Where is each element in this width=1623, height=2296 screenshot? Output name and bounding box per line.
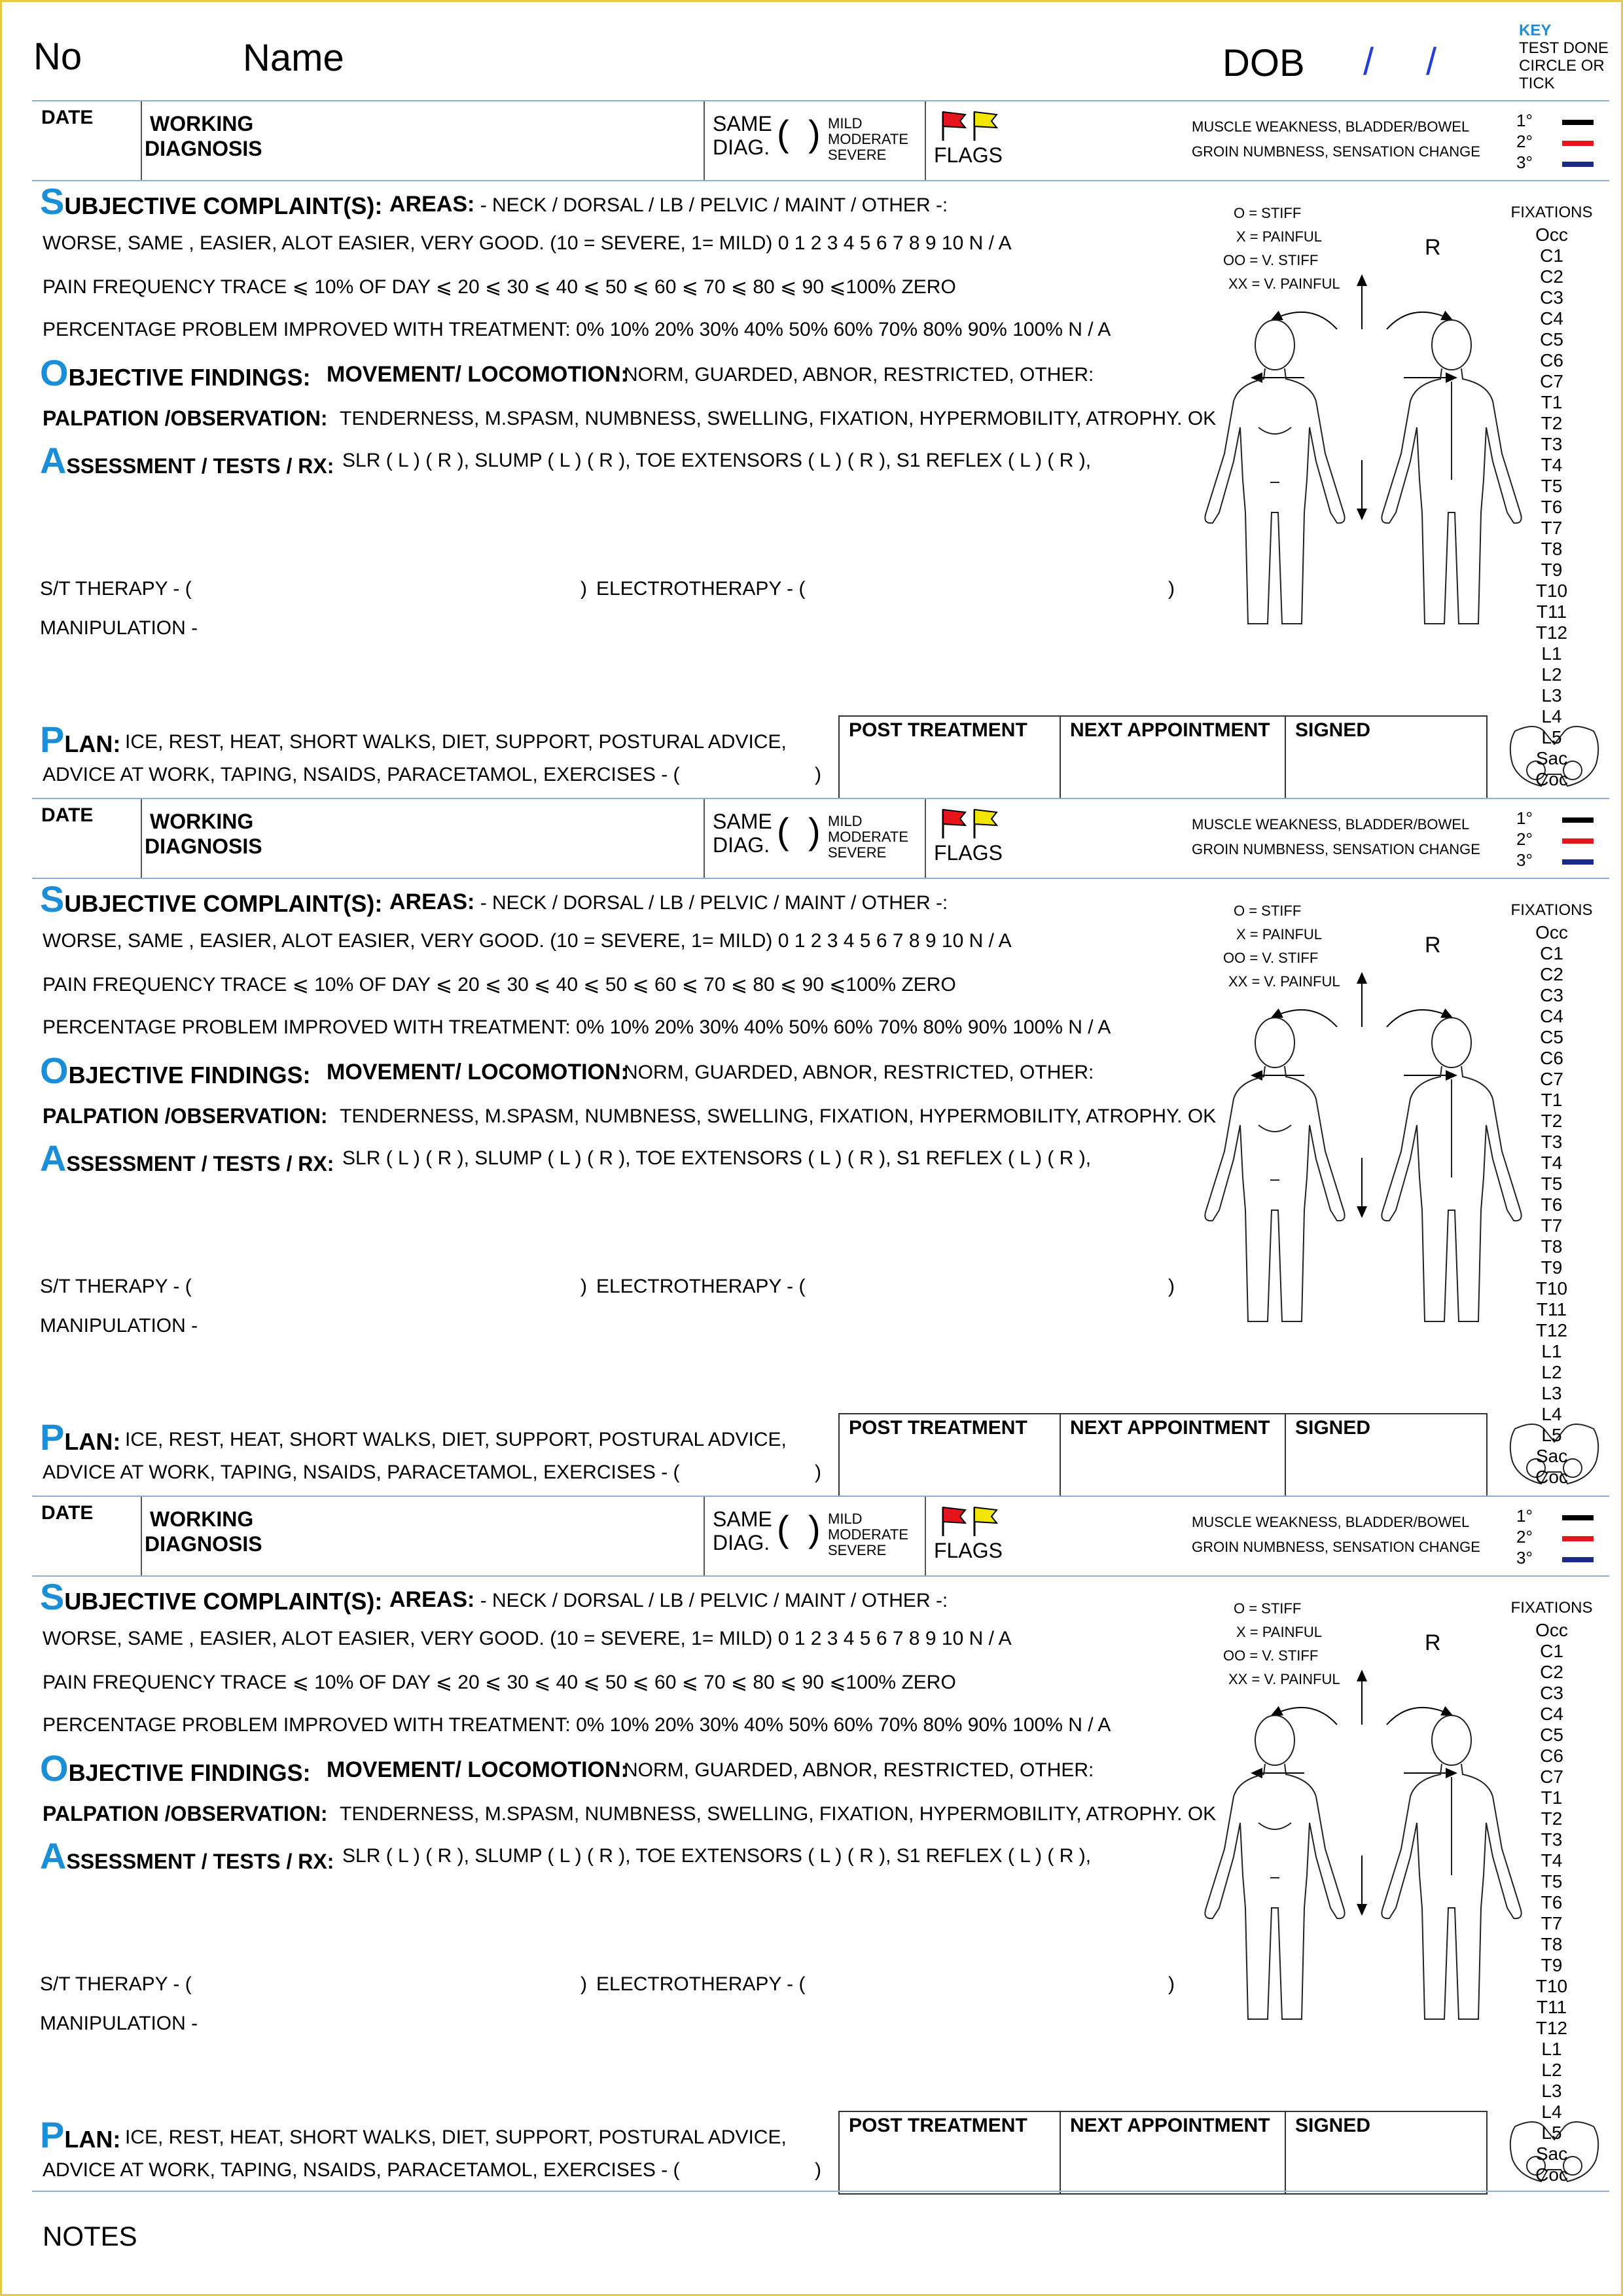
plan-options-line-1[interactable]: ICE, REST, HEAT, SHORT WALKS, DIET, SUPPORT, POSTURAL ADVICE, [125, 2126, 787, 2148]
objective-title: BJECTIVE FINDINGS: [68, 364, 311, 391]
areas-options[interactable]: - NECK / DORSAL / LB / PELVIC / MAINT / OTHER -: [480, 892, 948, 914]
assessment-heading [40, 1835, 334, 1877]
legend-v-painful: XX = V. PAINFUL [1228, 276, 1340, 292]
st-therapy-close: ) [580, 1276, 587, 1297]
key-line-1: TEST DONE [1519, 39, 1609, 57]
post-treatment-grid [838, 715, 1488, 799]
fixation-level[interactable]: T2 [1541, 1808, 1563, 1829]
degree-2-label: 2° [1516, 1527, 1533, 1547]
plan-exercises-close: ) [815, 1462, 821, 1483]
degree-2-label: 2° [1516, 132, 1533, 151]
manipulation-label[interactable]: MANIPULATION - [40, 2013, 198, 2034]
fixation-level[interactable]: Occ [1535, 922, 1568, 942]
legend-v-stiff: OO = V. STIFF [1223, 1647, 1319, 1664]
fixation-level[interactable]: T7 [1541, 1215, 1563, 1236]
flags-icon [939, 807, 1005, 840]
key-box [1519, 22, 1609, 92]
degree-1-label: 1° [1516, 808, 1533, 828]
a-letter: A [40, 1835, 67, 1876]
degree-3-label: 3° [1516, 152, 1533, 172]
o-letter: O [40, 352, 69, 393]
fixation-level[interactable]: L4 [1541, 2102, 1562, 2122]
fixation-level[interactable]: L3 [1541, 1383, 1562, 1403]
severity-options[interactable] [828, 814, 908, 861]
fixations-label: FIXATIONS [1510, 1599, 1593, 1617]
moderate-option[interactable]: MODERATE [828, 1526, 909, 1543]
movement-options[interactable]: NORM, GUARDED, ABNOR, RESTRICTED, OTHER: [624, 364, 1094, 386]
fixation-level[interactable]: L5 [1541, 2123, 1562, 2143]
p-letter: P [40, 2114, 65, 2155]
red-flags-line-1: MUSCLE WEAKNESS, BLADDER/BOWEL [1192, 1514, 1470, 1530]
degree-2-label: 2° [1516, 829, 1533, 849]
same-diag-close-paren: ) [808, 1508, 821, 1549]
name-label: Name [243, 37, 344, 79]
st-therapy-label[interactable]: S/T THERAPY - ( [40, 1276, 192, 1297]
assessment-tests[interactable]: SLR ( L ) ( R ), SLUMP ( L ) ( R ), TOE EXTENSORS ( L ) ( R ), S1 REFLEX ( L ) ( R ), [342, 450, 1092, 471]
post-treatment-grid [838, 2111, 1488, 2195]
severe-option[interactable]: SEVERE [828, 147, 887, 163]
severe-option[interactable]: SEVERE [828, 1542, 887, 1558]
moderate-option[interactable]: MODERATE [828, 829, 909, 845]
p-letter: P [40, 719, 65, 760]
diagnosis-label: DIAGNOSIS [145, 834, 262, 858]
degree-1-swatch [1562, 120, 1594, 125]
fixation-level[interactable]: Sac [1535, 1446, 1568, 1466]
moderate-option[interactable]: MODERATE [828, 131, 909, 147]
right-side-label: R [1425, 933, 1441, 958]
right-side-label: R [1425, 1630, 1441, 1655]
legend-painful: X = PAINFUL [1236, 1624, 1323, 1640]
fixation-level[interactable]: Coc [1535, 1467, 1568, 1487]
plan-options-line-2[interactable]: ADVICE AT WORK, TAPING, NSAIDS, PARACETAMOL, EXERCISES - ( [43, 2159, 680, 2181]
red-flags-line-1: MUSCLE WEAKNESS, BLADDER/BOWEL [1192, 816, 1470, 833]
a-letter: A [40, 1138, 67, 1179]
legend-stiff: O = STIFF [1234, 903, 1302, 919]
subjective-title: UBJECTIVE COMPLAINT(S): [64, 890, 383, 917]
fixation-level[interactable]: C2 [1540, 266, 1563, 287]
fixation-level[interactable]: T7 [1541, 1913, 1563, 1933]
manipulation-label[interactable]: MANIPULATION - [40, 617, 198, 639]
fixation-level[interactable]: T6 [1541, 497, 1563, 517]
degree-2-swatch [1562, 1536, 1594, 1541]
plan-title: LAN: [64, 1428, 121, 1455]
fixation-level[interactable]: Coc [1535, 769, 1568, 789]
s-letter: S [40, 1576, 65, 1617]
section-header-row [32, 100, 1609, 181]
same-diag-open-paren: ( [777, 810, 789, 852]
fixation-level[interactable]: T9 [1541, 560, 1563, 580]
degree-3-swatch [1562, 162, 1594, 167]
fixation-level[interactable]: L1 [1541, 643, 1562, 664]
plan-exercises-close: ) [815, 764, 821, 785]
movement-label: MOVEMENT/ LOCOMOTION: [327, 362, 628, 387]
electrotherapy-label[interactable]: ELECTROTHERAPY - ( [596, 1276, 806, 1297]
fixation-level[interactable]: T4 [1541, 455, 1563, 475]
assessment-tests[interactable]: SLR ( L ) ( R ), SLUMP ( L ) ( R ), TOE EXTENSORS ( L ) ( R ), S1 REFLEX ( L ) ( R ), [342, 1845, 1092, 1867]
legend-painful: X = PAINFUL [1236, 926, 1323, 942]
mild-option[interactable]: MILD [828, 813, 863, 829]
diag-label: DIAG. [713, 833, 770, 857]
palpation-label: PALPATION /OBSERVATION: [43, 1802, 328, 1825]
fixation-level[interactable]: T10 [1535, 1976, 1568, 1996]
legend-v-painful: XX = V. PAINFUL [1228, 973, 1340, 990]
areas-options[interactable]: - NECK / DORSAL / LB / PELVIC / MAINT / OTHER -: [480, 194, 948, 216]
subjective-heading [40, 1575, 382, 1618]
areas-options[interactable]: - NECK / DORSAL / LB / PELVIC / MAINT / OTHER -: [480, 1590, 948, 1611]
no-label: No [33, 35, 82, 78]
dob-label: DOB [1222, 42, 1305, 84]
working-label: WORKING [150, 112, 254, 135]
fixation-level[interactable]: C3 [1540, 985, 1563, 1005]
same-diag-close-paren: ) [808, 810, 821, 852]
objective-title: BJECTIVE FINDINGS: [68, 1062, 311, 1088]
o-letter: O [40, 1748, 69, 1789]
fixation-level[interactable]: Occ [1535, 224, 1568, 245]
fixation-level[interactable]: L5 [1541, 727, 1562, 747]
treatment-section-3 [2, 1496, 1623, 2193]
palpation-options[interactable]: TENDERNESS, M.SPASM, NUMBNESS, SWELLING, FIXATION, HYPERMOBILITY, ATROPHY. OK [340, 408, 1217, 429]
p-letter: P [40, 1416, 65, 1458]
fixation-level[interactable]: C4 [1540, 1704, 1563, 1724]
flags-icon [939, 1505, 1005, 1537]
body-front-figure [1193, 1014, 1357, 1328]
fixation-level[interactable]: C7 [1540, 1767, 1563, 1787]
key-title: KEY [1519, 22, 1552, 39]
mild-option[interactable]: MILD [828, 1511, 863, 1527]
same-label: SAME [713, 112, 772, 135]
working-label: WORKING [150, 810, 254, 833]
fixation-level[interactable]: L1 [1541, 2039, 1562, 2059]
fixation-level[interactable]: C4 [1540, 308, 1563, 329]
treatment-section-1 [2, 100, 1623, 798]
fixation-level[interactable]: C7 [1540, 1069, 1563, 1089]
diag-label: DIAG. [713, 135, 770, 159]
fixation-level[interactable]: C7 [1540, 371, 1563, 391]
objective-heading [40, 1049, 311, 1092]
degree-1-label: 1° [1516, 111, 1533, 130]
section-divider [32, 2191, 1609, 2192]
key-line-3: TICK [1519, 75, 1555, 92]
areas-line[interactable] [389, 1587, 948, 1613]
movement-options[interactable]: NORM, GUARDED, ABNOR, RESTRICTED, OTHER: [624, 1062, 1094, 1083]
fixation-level[interactable]: T5 [1541, 1174, 1563, 1194]
fixation-level[interactable]: T12 [1535, 622, 1568, 643]
mild-option[interactable]: MILD [828, 115, 863, 132]
assessment-heading [40, 1137, 334, 1179]
fixation-level[interactable]: T5 [1541, 476, 1563, 496]
fixation-level[interactable]: T11 [1536, 601, 1567, 622]
fixation-level[interactable]: L4 [1541, 706, 1562, 726]
worse-scale-line[interactable]: WORSE, SAME , EASIER, ALOT EASIER, VERY GOOD. (10 = SEVERE, 1= MILD) 0 1 2 3 4 5 6 7 8 9 10 N / A [43, 1628, 1012, 1649]
fixation-level[interactable]: T12 [1535, 1320, 1568, 1340]
fixation-level[interactable]: T8 [1541, 1236, 1563, 1257]
fixation-level[interactable]: C2 [1540, 1662, 1563, 1682]
red-flags-line-1: MUSCLE WEAKNESS, BLADDER/BOWEL [1192, 118, 1470, 135]
areas-label: AREAS: [389, 1587, 475, 1612]
fixation-level[interactable]: Coc [1535, 2164, 1568, 2185]
key-line-2: CIRCLE OR [1519, 57, 1605, 75]
fixation-level[interactable]: Occ [1535, 1620, 1568, 1640]
plan-options-line-1[interactable]: ICE, REST, HEAT, SHORT WALKS, DIET, SUPPORT, POSTURAL ADVICE, [125, 1429, 787, 1450]
same-diag-close-paren: ) [808, 113, 821, 154]
fixation-level[interactable]: C1 [1540, 943, 1563, 963]
same-diag-open-paren: ( [777, 113, 789, 154]
pain-frequency-line[interactable]: PAIN FREQUENCY TRACE ⩽ 10% OF DAY ⩽ 20 ⩽ 30 ⩽ 40 ⩽ 50 ⩽ 60 ⩽ 70 ⩽ 80 ⩽ 90 ⩽100% ZERO [43, 1672, 956, 1693]
fixation-level[interactable]: C3 [1540, 1683, 1563, 1703]
subjective-heading [40, 180, 382, 223]
pain-frequency-line[interactable]: PAIN FREQUENCY TRACE ⩽ 10% OF DAY ⩽ 20 ⩽ 30 ⩽ 40 ⩽ 50 ⩽ 60 ⩽ 70 ⩽ 80 ⩽ 90 ⩽100% ZERO [43, 276, 956, 298]
fixation-level[interactable]: L2 [1541, 2060, 1562, 2080]
post-treatment-cell[interactable]: POST TREATMENT [849, 2115, 1027, 2136]
legend-v-painful: XX = V. PAINFUL [1228, 1671, 1340, 1687]
areas-line[interactable] [389, 889, 948, 915]
fixation-level[interactable]: C5 [1540, 1027, 1563, 1047]
palpation-options[interactable]: TENDERNESS, M.SPASM, NUMBNESS, SWELLING, FIXATION, HYPERMOBILITY, ATROPHY. OK [340, 1803, 1217, 1825]
fixation-level[interactable]: C3 [1540, 287, 1563, 308]
diagnosis-label: DIAGNOSIS [145, 137, 262, 160]
fixation-level[interactable]: T8 [1541, 539, 1563, 559]
fixation-level[interactable]: C5 [1540, 329, 1563, 350]
palpation-label: PALPATION /OBSERVATION: [43, 406, 328, 430]
plan-heading [40, 718, 120, 761]
fixation-level[interactable]: T10 [1535, 581, 1568, 601]
date-label: DATE [41, 1502, 94, 1524]
assessment-title: SSESSMENT / TESTS / RX: [66, 454, 334, 478]
plan-options-line-2[interactable]: ADVICE AT WORK, TAPING, NSAIDS, PARACETAMOL, EXERCISES - ( [43, 764, 680, 785]
fixation-level[interactable]: T11 [1536, 1997, 1567, 2017]
degree-3-label: 3° [1516, 850, 1533, 870]
fixation-level[interactable]: T1 [1541, 392, 1563, 412]
plan-heading [40, 2113, 120, 2156]
right-side-label: R [1425, 235, 1441, 260]
movement-label: MOVEMENT/ LOCOMOTION: [327, 1757, 628, 1782]
fixation-level[interactable]: T2 [1541, 1111, 1563, 1131]
fixation-level[interactable]: C4 [1540, 1006, 1563, 1026]
body-front-figure [1193, 316, 1357, 630]
movement-label: MOVEMENT/ LOCOMOTION: [327, 1060, 628, 1085]
fixation-level[interactable]: T1 [1541, 1787, 1563, 1808]
treatment-section-2 [2, 798, 1623, 1496]
next-appointment-cell[interactable]: NEXT APPOINTMENT [1060, 1414, 1285, 1496]
fixation-level[interactable]: Sac [1535, 2144, 1568, 2164]
electrotherapy-close: ) [1168, 1276, 1175, 1297]
plan-options-line-2[interactable]: ADVICE AT WORK, TAPING, NSAIDS, PARACETAMOL, EXERCISES - ( [43, 1462, 680, 1483]
movement-options[interactable]: NORM, GUARDED, ABNOR, RESTRICTED, OTHER: [624, 1759, 1094, 1781]
fixation-level[interactable]: T11 [1536, 1299, 1567, 1319]
fixation-level[interactable]: L3 [1541, 2081, 1562, 2101]
signed-cell[interactable]: SIGNED [1285, 1414, 1488, 1496]
signed-cell[interactable]: SIGNED [1285, 717, 1488, 798]
fixation-level[interactable]: C6 [1540, 1048, 1563, 1068]
palpation-options[interactable]: TENDERNESS, M.SPASM, NUMBNESS, SWELLING, FIXATION, HYPERMOBILITY, ATROPHY. OK [340, 1105, 1217, 1127]
assessment-title: SSESSMENT / TESTS / RX: [66, 1152, 334, 1175]
degree-2-swatch [1562, 141, 1594, 146]
plan-options-line-1[interactable]: ICE, REST, HEAT, SHORT WALKS, DIET, SUPPORT, POSTURAL ADVICE, [125, 731, 787, 753]
fixation-level[interactable]: Sac [1535, 748, 1568, 768]
fixation-level[interactable]: T8 [1541, 1934, 1563, 1954]
electrotherapy-close: ) [1168, 1973, 1175, 1995]
objective-heading [40, 351, 311, 394]
dob-separator-2: / [1426, 41, 1437, 83]
plan-exercises-close: ) [815, 2159, 821, 2181]
fixation-level[interactable]: L1 [1541, 1341, 1562, 1361]
assessment-title: SSESSMENT / TESTS / RX: [66, 1850, 334, 1873]
fixation-level[interactable]: T4 [1541, 1850, 1563, 1871]
st-therapy-label[interactable]: S/T THERAPY - ( [40, 1973, 192, 1995]
fixation-level[interactable]: L5 [1541, 1425, 1562, 1445]
areas-line[interactable] [389, 192, 948, 217]
post-treatment-cell[interactable]: POST TREATMENT [849, 719, 1027, 741]
notes-label: NOTES [43, 2221, 137, 2251]
section-header-row [32, 1496, 1609, 1577]
same-label: SAME [713, 810, 772, 833]
palpation-label: PALPATION /OBSERVATION: [43, 1104, 328, 1128]
fixation-level[interactable]: T3 [1541, 434, 1563, 454]
next-appointment-cell[interactable]: NEXT APPOINTMENT [1060, 717, 1285, 798]
red-flags-line-2: GROIN NUMBNESS, SENSATION CHANGE [1192, 1539, 1480, 1555]
fixation-level[interactable]: L2 [1541, 1362, 1562, 1382]
flags-label: FLAGS [934, 841, 1003, 865]
fixation-level[interactable]: C6 [1540, 350, 1563, 370]
fixation-level[interactable]: C2 [1540, 964, 1563, 984]
degree-3-label: 3° [1516, 1548, 1533, 1568]
subjective-heading [40, 878, 382, 920]
post-treatment-cell[interactable]: POST TREATMENT [849, 1417, 1027, 1439]
same-label: SAME [713, 1507, 772, 1531]
legend-painful: X = PAINFUL [1236, 228, 1323, 245]
degree-3-swatch [1562, 1557, 1594, 1562]
flags-icon [939, 109, 1005, 142]
next-appointment-cell[interactable]: NEXT APPOINTMENT [1060, 2112, 1285, 2193]
plan-heading [40, 1416, 120, 1458]
degree-1-swatch [1562, 817, 1594, 823]
degree-2-swatch [1562, 838, 1594, 844]
fixation-level[interactable]: T1 [1541, 1090, 1563, 1110]
o-letter: O [40, 1050, 69, 1091]
fixations-label: FIXATIONS [1510, 901, 1593, 919]
legend-v-stiff: OO = V. STIFF [1223, 252, 1319, 268]
same-diag-open-paren: ( [777, 1508, 789, 1549]
fixations-label: FIXATIONS [1510, 204, 1593, 221]
fixation-level[interactable]: C5 [1540, 1725, 1563, 1745]
date-label: DATE [41, 804, 94, 826]
signed-cell[interactable]: SIGNED [1285, 2112, 1488, 2193]
post-treatment-grid [838, 1413, 1488, 1497]
fixation-level[interactable]: T10 [1535, 1278, 1568, 1299]
fixation-level[interactable]: T7 [1541, 518, 1563, 538]
fixation-level[interactable]: C6 [1540, 1746, 1563, 1766]
diag-label: DIAG. [713, 1531, 770, 1554]
pain-frequency-line[interactable]: PAIN FREQUENCY TRACE ⩽ 10% OF DAY ⩽ 20 ⩽ 30 ⩽ 40 ⩽ 50 ⩽ 60 ⩽ 70 ⩽ 80 ⩽ 90 ⩽100% ZERO [43, 974, 956, 996]
diagnosis-label: DIAGNOSIS [145, 1532, 262, 1556]
percentage-improved-line[interactable]: PERCENTAGE PROBLEM IMPROVED WITH TREATMENT: 0% 10% 20% 30% 40% 50% 60% 70% 80% 90% 100% N / A [43, 1714, 1111, 1736]
electrotherapy-label[interactable]: ELECTROTHERAPY - ( [596, 1973, 806, 1995]
a-letter: A [40, 440, 67, 481]
st-therapy-close: ) [580, 578, 587, 600]
areas-label: AREAS: [389, 192, 475, 217]
worse-scale-line[interactable]: WORSE, SAME , EASIER, ALOT EASIER, VERY GOOD. (10 = SEVERE, 1= MILD) 0 1 2 3 4 5 6 7 8 9 10 N / A [43, 232, 1012, 254]
fixation-level[interactable]: T2 [1541, 413, 1563, 433]
red-flags-line-2: GROIN NUMBNESS, SENSATION CHANGE [1192, 841, 1480, 857]
fixation-level[interactable]: C1 [1540, 245, 1563, 266]
severity-options[interactable] [828, 116, 908, 163]
degree-1-swatch [1562, 1515, 1594, 1520]
fixation-level[interactable]: T9 [1541, 1257, 1563, 1278]
electrotherapy-close: ) [1168, 578, 1175, 600]
objective-heading [40, 1747, 311, 1789]
fixation-level[interactable]: C1 [1540, 1641, 1563, 1661]
s-letter: S [40, 878, 65, 920]
fixation-level[interactable]: L3 [1541, 685, 1562, 706]
plan-title: LAN: [64, 2126, 121, 2153]
flags-label: FLAGS [934, 143, 1003, 167]
legend-stiff: O = STIFF [1234, 1600, 1302, 1617]
subjective-title: UBJECTIVE COMPLAINT(S): [64, 1588, 383, 1615]
fixation-level[interactable]: T9 [1541, 1955, 1563, 1975]
flags-label: FLAGS [934, 1539, 1003, 1562]
subjective-title: UBJECTIVE COMPLAINT(S): [64, 192, 383, 219]
worse-scale-line[interactable]: WORSE, SAME , EASIER, ALOT EASIER, VERY GOOD. (10 = SEVERE, 1= MILD) 0 1 2 3 4 5 6 7 8 9 10 N / A [43, 930, 1012, 952]
fixation-level[interactable]: L2 [1541, 664, 1562, 685]
st-therapy-label[interactable]: S/T THERAPY - ( [40, 578, 192, 600]
fixation-level[interactable]: T6 [1541, 1892, 1563, 1912]
plan-title: LAN: [64, 730, 121, 757]
fixation-level[interactable]: T6 [1541, 1194, 1563, 1215]
fixation-level[interactable]: L4 [1541, 1404, 1562, 1424]
st-therapy-close: ) [580, 1973, 587, 1995]
fixation-level[interactable]: T3 [1541, 1829, 1563, 1850]
percentage-improved-line[interactable]: PERCENTAGE PROBLEM IMPROVED WITH TREATMENT: 0% 10% 20% 30% 40% 50% 60% 70% 80% 90% 100% N / A [43, 319, 1111, 340]
areas-label: AREAS: [389, 889, 475, 914]
date-label: DATE [41, 107, 94, 128]
fixation-level[interactable]: T3 [1541, 1132, 1563, 1152]
fixation-level[interactable]: T12 [1535, 2018, 1568, 2038]
objective-title: BJECTIVE FINDINGS: [68, 1759, 311, 1786]
s-letter: S [40, 181, 65, 222]
legend-v-stiff: OO = V. STIFF [1223, 950, 1319, 966]
fixation-level[interactable]: T4 [1541, 1153, 1563, 1173]
degree-1-label: 1° [1516, 1506, 1533, 1526]
dob-separator-1: / [1363, 41, 1374, 83]
severe-option[interactable]: SEVERE [828, 844, 887, 861]
legend-stiff: O = STIFF [1234, 205, 1302, 221]
degree-3-swatch [1562, 859, 1594, 865]
section-header-row [32, 798, 1609, 879]
assessment-heading [40, 439, 334, 482]
assessment-tests[interactable]: SLR ( L ) ( R ), SLUMP ( L ) ( R ), TOE EXTENSORS ( L ) ( R ), S1 REFLEX ( L ) ( R ), [342, 1147, 1092, 1169]
red-flags-line-2: GROIN NUMBNESS, SENSATION CHANGE [1192, 143, 1480, 160]
percentage-improved-line[interactable]: PERCENTAGE PROBLEM IMPROVED WITH TREATMENT: 0% 10% 20% 30% 40% 50% 60% 70% 80% 90% 100% N / A [43, 1016, 1111, 1038]
body-front-figure [1193, 1712, 1357, 2026]
manipulation-label[interactable]: MANIPULATION - [40, 1315, 198, 1336]
working-label: WORKING [150, 1507, 254, 1531]
fixation-level[interactable]: T5 [1541, 1871, 1563, 1892]
severity-options[interactable] [828, 1511, 908, 1558]
electrotherapy-label[interactable]: ELECTROTHERAPY - ( [596, 578, 806, 600]
